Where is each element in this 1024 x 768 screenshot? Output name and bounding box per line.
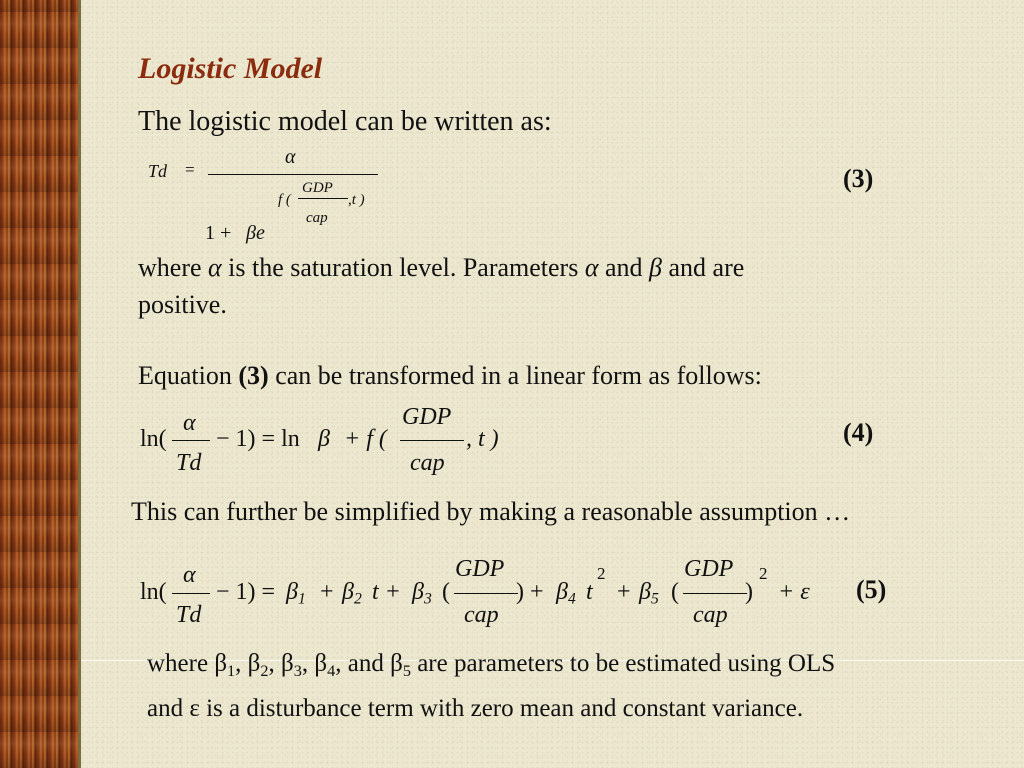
- eq5-td: Td: [176, 602, 202, 628]
- para4-line2: and ε is a disturbance term with zero mean and constant variance.: [147, 695, 804, 722]
- eq5-beta2: $\beta_2$: [342, 579, 362, 608]
- eq4-comma-t: , t ): [466, 426, 499, 452]
- eq5-sq2: 2: [759, 564, 768, 583]
- eq5-frac-bar: [172, 593, 210, 594]
- para1-and: and: [605, 253, 643, 282]
- eq5-beta3: $\beta_3$: [412, 579, 432, 608]
- eq4-minus1: − 1) = ln: [216, 426, 300, 452]
- para-simplify: This can further be simplified by making a reasonable assumption …: [131, 497, 851, 526]
- eq5-open2: (: [671, 579, 679, 605]
- para-saturation: [138, 253, 744, 283]
- eq5-label: (5): [856, 575, 887, 604]
- eq5-inner-bar1: [454, 593, 518, 594]
- eq3-one-plus: 1 +: [205, 222, 232, 244]
- eq3-equals: =: [185, 160, 195, 179]
- eq5-plus-eps: + ε: [778, 579, 810, 605]
- eq3-f-open: f (: [278, 192, 291, 208]
- para2-after: can be transformed in a linear form as follows:: [275, 361, 762, 390]
- border-edge: [78, 0, 81, 768]
- para1-where: where: [138, 253, 202, 282]
- para-transform: [138, 361, 762, 391]
- eq5-close2: ): [745, 579, 753, 605]
- eq5-plus5: +: [617, 579, 631, 605]
- eq3-inner-bar: [298, 198, 348, 199]
- eq5-alpha: α: [183, 562, 196, 588]
- intro-text: The logistic model can be written as:: [138, 106, 552, 137]
- eq4-plus-f: + f (: [344, 426, 387, 452]
- eq5-cap1: cap: [464, 602, 499, 628]
- eq3-fraction-bar: [208, 174, 378, 175]
- eq3-label: (3): [843, 164, 874, 193]
- eq4-ln-open: ln(: [140, 426, 167, 452]
- eq5-open1: (: [442, 579, 450, 605]
- para1-text2: and are: [668, 253, 745, 282]
- para1-alpha: α: [208, 253, 222, 282]
- eq5-cap2: cap: [693, 602, 728, 628]
- eq4-beta: β: [318, 426, 330, 452]
- slide-title: Logistic Model: [138, 52, 323, 85]
- eq5-minus1: − 1) =: [216, 579, 276, 605]
- eq3-beta-e: βe: [246, 222, 265, 244]
- eq3-numerator: α: [285, 146, 296, 168]
- eq4-frac-bar: [172, 440, 210, 441]
- eq5-gdp1: GDP: [455, 556, 505, 582]
- decorative-border: [0, 0, 78, 768]
- para1-beta: β: [649, 253, 662, 282]
- eq4-label: (4): [843, 418, 874, 447]
- eq3-gdp: GDP: [302, 180, 333, 196]
- para1-line2: positive.: [138, 290, 227, 319]
- eq5-beta4: $\beta_4$: [556, 579, 576, 608]
- eq5-close1: ) +: [516, 579, 544, 605]
- para2-ref: (3): [238, 361, 269, 390]
- para2-before: Equation: [138, 361, 232, 390]
- eq4-cap: cap: [410, 450, 445, 476]
- eq5-gdp2: GDP: [684, 556, 734, 582]
- eq3-cap: cap: [306, 210, 328, 226]
- eq4-td: Td: [176, 450, 202, 476]
- para1-text1: is the saturation level. Parameters: [228, 253, 579, 282]
- eq4-inner-bar: [400, 440, 464, 441]
- eq5-beta5: $\beta_5$: [639, 579, 659, 608]
- eq5-beta1: $\beta_1$: [286, 579, 306, 608]
- eq3-comma-t: ,t ): [348, 192, 365, 208]
- eq5-inner-bar2: [683, 593, 747, 594]
- para1-alpha2: α: [584, 253, 599, 282]
- eq4-alpha: α: [183, 410, 196, 436]
- eq4-gdp: GDP: [402, 404, 452, 430]
- eq3-lhs: Td: [148, 161, 168, 181]
- eq5-t4: t: [586, 579, 593, 605]
- eq5-plus-b2: +: [320, 579, 334, 605]
- eq5-t2: t +: [372, 579, 401, 605]
- para-parameters: where $\beta_1$, $\beta_2$, $\beta_3$, $\beta_4$, and $\beta_5$ are parameters to be estimated using OLS: [147, 650, 836, 680]
- eq5-ln-open: ln(: [140, 579, 167, 605]
- eq5-sq1: 2: [597, 564, 606, 583]
